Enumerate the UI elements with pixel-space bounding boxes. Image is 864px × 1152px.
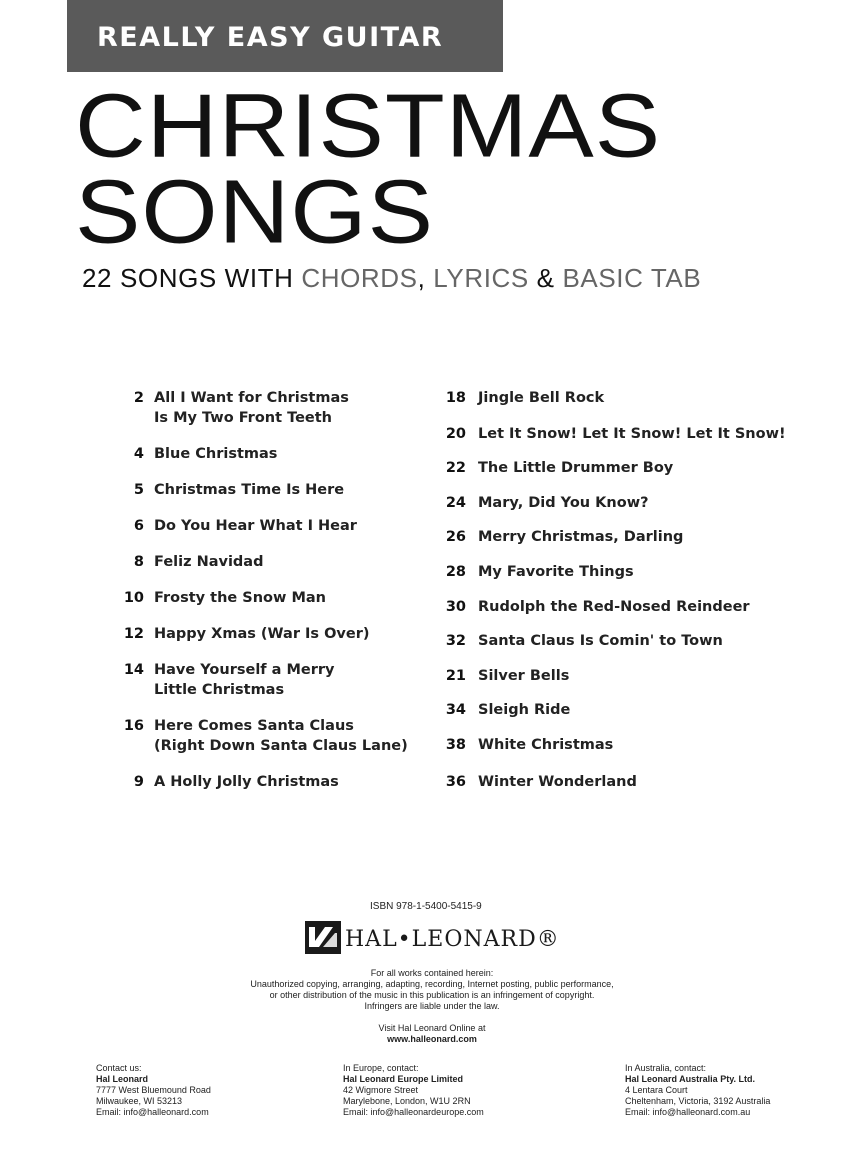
toc-page-number: 34	[445, 702, 466, 718]
toc-item	[445, 424, 786, 444]
toc-page-number: 9	[133, 774, 144, 790]
series-label: REALLY EASY GUITAR	[97, 22, 444, 53]
toc-page-number: 4	[133, 446, 144, 462]
book-title-line-1: CHRISTMAS	[75, 74, 662, 176]
toc-page-number: 21	[445, 668, 466, 684]
toc-song-title: Rudolph the Red-Nosed Reindeer	[478, 599, 750, 615]
toc-song-title: Have Yourself a Merry	[154, 662, 335, 678]
toc-item	[133, 388, 349, 428]
contact-city: Cheltenham, Victoria, 3192 Australia	[625, 1096, 771, 1106]
toc-page-number: 12	[123, 626, 144, 642]
legal-line: or other distribution of the music in this publication is an infringement of copyright.	[269, 990, 595, 1000]
subtitle-ampersand: &	[528, 263, 563, 293]
contact-us	[96, 1063, 211, 1118]
subtitle-part: 22 SONGS WITH	[82, 263, 302, 293]
toc-item	[123, 588, 326, 608]
subtitle-comma: ,	[417, 263, 434, 293]
book-title-line-2: SONGS	[75, 160, 434, 262]
contact-company-name: Hal Leonard Australia Pty. Ltd.	[625, 1074, 756, 1084]
series-banner	[67, 0, 503, 72]
toc-item	[133, 516, 357, 536]
toc-song-title: Feliz Navidad	[154, 554, 264, 570]
toc-song-title: Mary, Did You Know?	[478, 495, 649, 511]
toc-page-number: 14	[123, 662, 144, 678]
isbn: ISBN 978-1-5400-5415-9	[370, 901, 482, 912]
toc-song-title: Silver Bells	[478, 668, 570, 684]
legal-line: For all works contained herein:	[370, 968, 494, 978]
toc-page-number: 20	[445, 426, 466, 442]
toc-item	[133, 552, 264, 572]
toc-song-title: Christmas Time Is Here	[154, 482, 345, 498]
contact-heading: In Australia, contact:	[625, 1063, 707, 1073]
toc-page-number: 6	[133, 518, 144, 534]
toc-item	[445, 527, 684, 547]
toc-song-title: Here Comes Santa Claus	[154, 718, 354, 734]
legal-line: Unauthorized copying, arranging, adapting, recording, Internet posting, public performance,	[250, 979, 614, 989]
toc-item	[445, 700, 571, 720]
toc-page-number: 36	[445, 774, 466, 790]
contact-australia	[625, 1063, 770, 1118]
book-subtitle	[82, 263, 701, 294]
toc-page-number: 2	[133, 390, 144, 406]
toc-page-number: 38	[445, 737, 466, 753]
contact-heading: In Europe, contact:	[343, 1063, 419, 1073]
contact-email[interactable]: Email: info@halleonardeurope.com	[343, 1107, 484, 1117]
toc-page-number: 5	[133, 482, 144, 498]
toc-song-title-cont: Little Christmas	[154, 682, 285, 698]
toc-item	[445, 666, 570, 686]
toc-page-number: 28	[445, 564, 466, 580]
toc-item	[133, 444, 278, 464]
toc-song-title: Jingle Bell Rock	[478, 390, 605, 406]
toc-song-title-cont: Is My Two Front Teeth	[154, 410, 332, 426]
toc-page-number: 26	[445, 529, 466, 545]
contact-company	[96, 1074, 211, 1085]
legal-line: Infringers are liable under the law.	[364, 1001, 500, 1011]
toc-song-title: My Favorite Things	[478, 564, 634, 580]
toc-item	[445, 388, 605, 408]
hal-leonard-wordmark: HAL•LEONARD®	[345, 927, 560, 952]
contact-city: Marylebone, London, W1U 2RN	[343, 1096, 471, 1106]
toc-item	[445, 493, 649, 513]
hal-leonard-logo	[305, 921, 565, 957]
toc-page-number: 32	[445, 633, 466, 649]
toc-page-number: 10	[123, 590, 144, 606]
contact-europe	[343, 1063, 484, 1118]
hal-leonard-logo-icon	[305, 921, 341, 954]
toc-page-number: 22	[445, 460, 466, 476]
toc-item	[445, 735, 614, 755]
toc-page-number: 16	[123, 718, 144, 734]
toc-song-title: Frosty the Snow Man	[154, 590, 326, 606]
contact-email[interactable]: Email: info@halleonard.com	[96, 1107, 209, 1117]
toc-song-title: All I Want for Christmas	[154, 390, 349, 406]
website-notice	[0, 1023, 864, 1045]
contact-address: 7777 West Bluemound Road	[96, 1085, 211, 1095]
toc-item	[133, 772, 339, 792]
toc-song-title: Blue Christmas	[154, 446, 278, 462]
toc-item	[445, 562, 634, 582]
toc-song-title: Sleigh Ride	[478, 702, 571, 718]
contact-address: 42 Wigmore Street	[343, 1085, 419, 1095]
contact-company-name: Hal Leonard Europe Limited	[343, 1074, 464, 1084]
contact-company-name: Hal Leonard	[96, 1074, 149, 1084]
toc-page-number: 30	[445, 599, 466, 615]
toc-song-title: White Christmas	[478, 737, 614, 753]
contact-email[interactable]: Email: info@halleonard.com.au	[625, 1107, 751, 1117]
subtitle-lyrics: LYRICS	[433, 263, 529, 293]
toc-item	[445, 458, 674, 478]
contact-company	[343, 1074, 484, 1085]
toc-song-title: Do You Hear What I Hear	[154, 518, 357, 534]
toc-song-title: Merry Christmas, Darling	[478, 529, 684, 545]
toc-item	[445, 631, 723, 651]
copyright-notice	[0, 968, 864, 1012]
contact-address: 4 Lentara Court	[625, 1085, 688, 1095]
website-link[interactable]	[0, 1034, 864, 1045]
toc-song-title: Happy Xmas (War Is Over)	[154, 626, 370, 642]
website-url[interactable]: www.halleonard.com	[387, 1034, 477, 1044]
contact-city: Milwaukee, WI 53213	[96, 1096, 183, 1106]
toc-item	[133, 480, 345, 500]
toc-song-title: A Holly Jolly Christmas	[154, 774, 339, 790]
contact-heading: Contact us:	[96, 1063, 142, 1073]
toc-item	[123, 716, 408, 756]
toc-item	[123, 660, 335, 700]
toc-song-title: Let It Snow! Let It Snow! Let It Snow!	[478, 426, 786, 442]
toc-page-number: 24	[445, 495, 466, 511]
contact-company	[625, 1074, 770, 1085]
toc-page-number: 8	[133, 554, 144, 570]
toc-page-number: 18	[445, 390, 466, 406]
subtitle-chords: CHORDS	[301, 263, 418, 293]
toc-item	[445, 597, 750, 617]
toc-song-title-cont: (Right Down Santa Claus Lane)	[154, 738, 408, 754]
toc-song-title: Santa Claus Is Comin' to Town	[478, 633, 723, 649]
toc-song-title: The Little Drummer Boy	[478, 460, 674, 476]
toc-item	[123, 624, 370, 644]
visit-text: Visit Hal Leonard Online at	[378, 1023, 486, 1033]
toc-song-title: Winter Wonderland	[478, 774, 637, 790]
toc-item	[445, 772, 637, 792]
subtitle-basic-tab: BASIC TAB	[562, 263, 702, 293]
